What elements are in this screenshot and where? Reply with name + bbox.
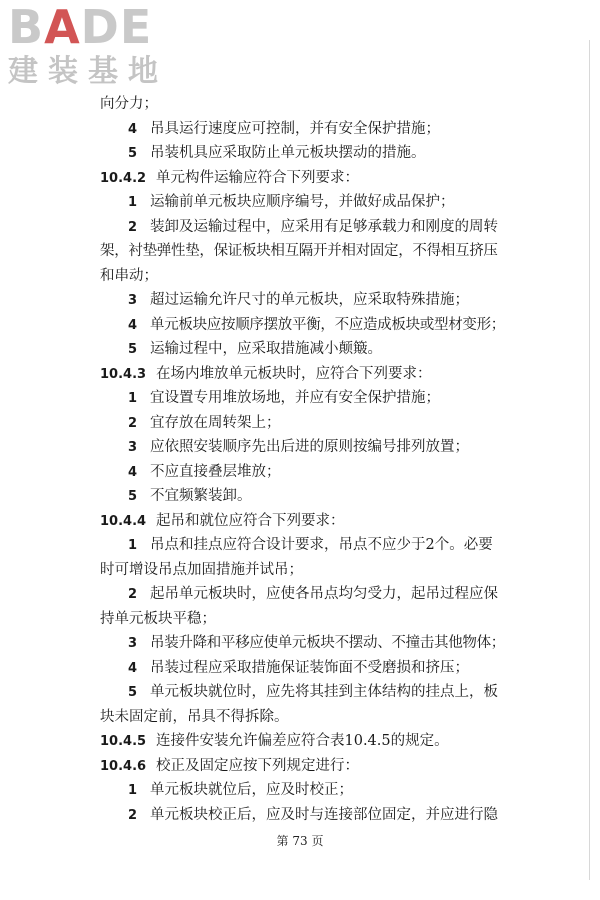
page-number: 第 73 页	[276, 834, 324, 848]
item-text: 宜存放在周转架上；	[150, 414, 281, 431]
item-number: 1	[128, 538, 138, 553]
item-number: 1	[128, 783, 138, 798]
list-item	[100, 680, 530, 705]
item-text: 吊具运行速度应可控制，并有安全保护措施；	[150, 120, 440, 137]
clause-text: 单元构件运输应符合下列要求：	[156, 169, 359, 186]
item-number: 5	[128, 146, 138, 161]
item-text: 超过运输允许尺寸的单元板块，应采取特殊措施；	[150, 292, 469, 308]
list-item	[100, 533, 530, 558]
item-text: 吊装机具应采取防止单元板块摆动的措施。	[150, 145, 426, 161]
item-text: 装卸及运输过程中，应采用有足够承载力和刚度的周转	[150, 218, 498, 235]
clause-text: 校正及固定应按下列规定进行：	[156, 757, 359, 774]
list-item	[100, 803, 530, 828]
item-text: 不应直接叠层堆放；	[150, 463, 281, 480]
item-text: 宜设置专用堆放场地，并应有安全保护措施；	[150, 390, 440, 406]
clause-number: 10.4.2	[100, 170, 147, 186]
item-text: 运输前单元板块应顺序编号，并做好成品保护；	[150, 194, 455, 210]
logo-wordmark: BADE	[8, 0, 153, 54]
item-number: 5	[128, 685, 138, 700]
continuation-line: 向分力；	[100, 96, 158, 112]
list-item	[100, 631, 530, 656]
item-text: 吊装过程应采取措施保证装饰面不受磨损和挤压；	[150, 659, 469, 676]
item-number: 4	[128, 317, 138, 333]
item-text: 起吊单元板块时，应使各吊点均匀受力，起吊过程应保	[150, 586, 498, 602]
item-number: 4	[128, 121, 138, 137]
item-number: 3	[128, 440, 138, 455]
item-number: 2	[128, 807, 138, 823]
list-item	[100, 313, 530, 338]
item-number: 3	[128, 636, 138, 651]
item-number: 4	[128, 464, 138, 480]
item-text: 运输过程中，应采取措施减小颠簸。	[150, 341, 382, 357]
list-item	[100, 435, 530, 460]
list-item	[100, 778, 530, 803]
clause-heading	[100, 362, 530, 387]
clause-text: 在场内堆放单元板块时，应符合下列要求：	[156, 365, 432, 382]
clause-number: 10.4.3	[100, 366, 147, 382]
list-item	[100, 117, 530, 142]
item-number: 3	[128, 293, 138, 308]
item-text: 单元板块应按顺序摆放平衡，不应造成板块或型材变形；	[150, 316, 505, 333]
page-edge	[589, 40, 590, 880]
continuation-line: 和串动；	[100, 267, 158, 284]
continuation-line: 持单元板块平稳；	[100, 610, 216, 627]
item-number: 5	[128, 489, 138, 504]
item-number: 4	[128, 660, 138, 676]
item-text: 应依照安装顺序先出后进的原则按编号排列放置；	[150, 439, 469, 455]
item-text: 单元板块校正后，应及时与连接部位固定，并应进行隐	[150, 806, 498, 823]
item-number: 5	[128, 342, 138, 357]
clause-number: 10.4.6	[100, 758, 147, 774]
list-item	[100, 656, 530, 681]
continuation-line: 时可增设吊点加固措施并试吊；	[100, 561, 303, 578]
item-number: 2	[128, 415, 138, 431]
item-text: 吊装升降和平移应使单元板块不摆动、不撞击其他物体；	[150, 635, 505, 651]
clause-heading	[100, 166, 530, 191]
list-item	[100, 582, 530, 607]
clause-number: 10.4.5	[100, 734, 147, 749]
clause-heading	[100, 729, 530, 754]
continuation-line: 架，衬垫弹性垫，保证板块相互隔开并相对固定，不得相互挤压	[100, 243, 498, 259]
continuation-line: 块未固定前，吊具不得拆除。	[100, 708, 289, 725]
list-item	[100, 288, 530, 313]
item-text: 吊点和挂点应符合设计要求，吊点不应少于2个。必要	[150, 537, 493, 553]
document-body	[100, 92, 530, 827]
clause-text: 起吊和就位应符合下列要求：	[156, 512, 345, 529]
clause-text: 连接件安装允许偏差应符合表10.4.5的规定。	[156, 733, 449, 749]
item-number: 1	[128, 391, 138, 406]
clause-number: 10.4.4	[100, 513, 147, 529]
item-number: 2	[128, 219, 138, 235]
list-item	[100, 411, 530, 436]
item-text: 单元板块就位后，应及时校正；	[150, 782, 353, 798]
list-item	[100, 215, 530, 240]
clause-heading	[100, 754, 530, 779]
logo-subtitle: 建装基地	[8, 54, 168, 89]
list-item	[100, 460, 530, 485]
list-item	[100, 141, 530, 166]
item-number: 1	[128, 195, 138, 210]
item-text: 单元板块就位时，应先将其挂到主体结构的挂点上，板	[150, 684, 498, 700]
item-text: 不宜频繁装卸。	[150, 488, 252, 504]
item-number: 2	[128, 587, 138, 602]
list-item	[100, 337, 530, 362]
list-item	[100, 484, 530, 509]
logo	[0, 2, 180, 94]
list-item	[100, 386, 530, 411]
clause-heading	[100, 509, 530, 534]
list-item	[100, 190, 530, 215]
